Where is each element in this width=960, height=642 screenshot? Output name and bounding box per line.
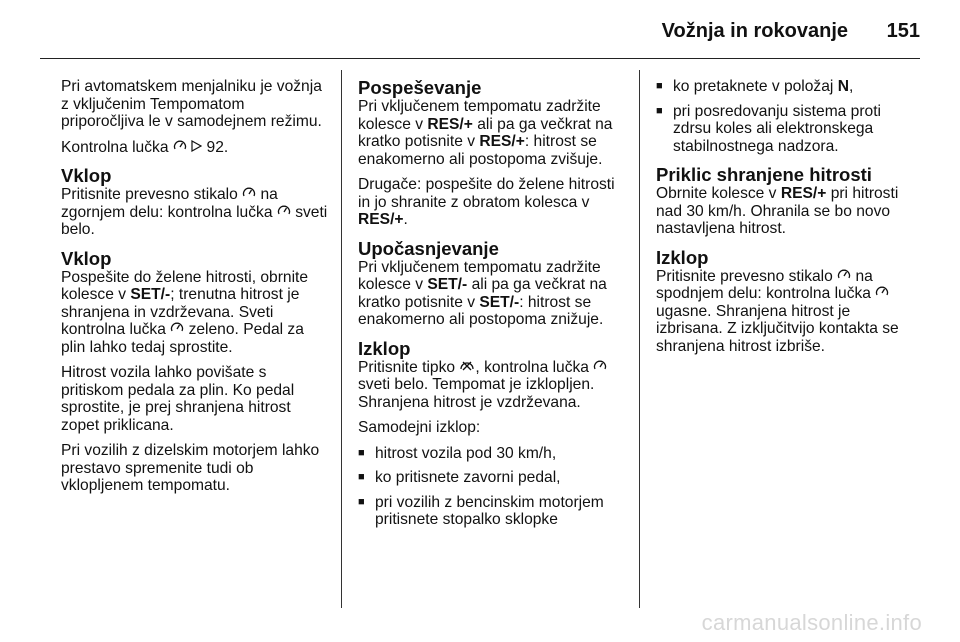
page-number: 151 xyxy=(886,20,920,42)
page-title: Vožnja in rokovanje xyxy=(661,20,848,42)
cruise-control-icon xyxy=(875,285,889,298)
cruise-control-icon xyxy=(173,139,187,152)
section-heading-vklop: Vklop xyxy=(61,165,112,186)
auto-off-label: Samodejni izklop: xyxy=(358,419,481,436)
cruise-control-icon xyxy=(277,204,291,217)
section-heading-pospesevanje: Pospeševanje xyxy=(358,77,482,98)
list-item: ■ ko pritisnete zavorni pedal, xyxy=(358,469,628,487)
column-3 xyxy=(656,78,916,363)
section-heading-priklic: Priklic shranjene hitrosti xyxy=(656,164,872,185)
diesel-paragraph: Pri vozilih z dizelskim motorjem lahko prestavo spremenite tudi ob vklopljenem tempomatu. xyxy=(61,442,320,494)
column-1 xyxy=(61,78,331,503)
section-heading-upocasnjevanje: Upočasnjevanje xyxy=(358,237,499,259)
column-divider-1 xyxy=(341,70,342,608)
cruise-cancel-icon xyxy=(459,359,475,372)
cruise-control-icon xyxy=(837,268,851,281)
vklop-2-paragraph: Pospešite do želene hitrosti, obrnite kolesce v SET/-; trenutna hitrost je shranjena in vzdrževana. Sveti kontrolna lučka zeleno. Pedal za plin lahko tedaj sprostite. xyxy=(61,268,309,356)
vklop-paragraph: Pritisnite prevesno stikalo na zgornjem delu: kontrolna lučka sveti belo. xyxy=(61,186,328,238)
list-item: ■ ko pretaknete v položaj N, xyxy=(656,78,916,96)
section-heading-izklop-2: Izklop xyxy=(656,246,709,268)
intro-paragraph: Pri avtomatskem menjalniku je vožnja z vključenim Tempomatom priporočljiva le v samodejnem režimu. xyxy=(61,78,322,130)
decel-paragraph: Pri vključenem tempomatu zadržite kolesce v SET/- ali pa ga večkrat na kratko potisnite v SET/-: hitrost se enakomerno ali postopoma znižuje. xyxy=(358,258,607,328)
cruise-control-icon xyxy=(593,359,607,372)
accel-alt-paragraph: Drugače: pospešite do želene hitrosti in jo shranite z obratom kolesca v RES/+. xyxy=(358,176,615,228)
column-divider-2 xyxy=(639,70,640,608)
watermark-text: carmanualsonline.info xyxy=(701,610,922,635)
lamp-reference: Kontrolna lučka 92. xyxy=(61,138,229,156)
accel-paragraph: Pri vključenem tempomatu zadržite kolesce v RES/+ ali pa ga večkrat na kratko potisnite v RES/+: hitrost se enakomerno ali postopoma zvišuje. xyxy=(358,98,613,168)
cruise-control-icon xyxy=(170,321,184,334)
page-reference-icon xyxy=(191,140,202,152)
izklop-paragraph: Pritisnite tipko , kontrolna lučka sveti belo. Tempomat je izklopljen. Shranjena hitrost je vzdrževana. xyxy=(358,359,628,412)
izklop-2-paragraph: Pritisnite prevesno stikalo na spodnjem delu: kontrolna lučka ugasne. Shranjena hitrost je izbrisana. Z izključitvijo kontakta se shranjena hitrost izbriše. xyxy=(656,267,899,355)
section-heading-vklop-2: Vklop xyxy=(61,247,112,269)
list-item: ■ hitrost vozila pod 30 km/h, xyxy=(358,445,628,463)
header-divider xyxy=(40,58,920,59)
auto-off-list xyxy=(358,445,628,529)
section-heading-izklop: Izklop xyxy=(358,337,411,359)
column-2 xyxy=(358,78,628,536)
recall-paragraph: Obrnite kolesce v RES/+ pri hitrosti nad 30 km/h. Ohranila se bo novo nastavljena hitrost. xyxy=(656,185,899,237)
auto-off-list-continued xyxy=(656,78,916,155)
cruise-control-icon xyxy=(242,186,256,199)
list-item: ■ pri posredovanju sistema proti zdrsu koles ali elektronskega stabilnostnega nadzora. xyxy=(656,103,916,156)
page-header xyxy=(0,0,960,58)
raise-speed-paragraph: Hitrost vozila lahko povišate s pritiskom pedala za plin. Ko pedal sprostite, je prej shranjena hitrost zopet priklicana. xyxy=(61,364,295,434)
list-item: ■ pri vozilih z bencinskim motorjem pritisnete stopalko sklopke xyxy=(358,494,628,529)
